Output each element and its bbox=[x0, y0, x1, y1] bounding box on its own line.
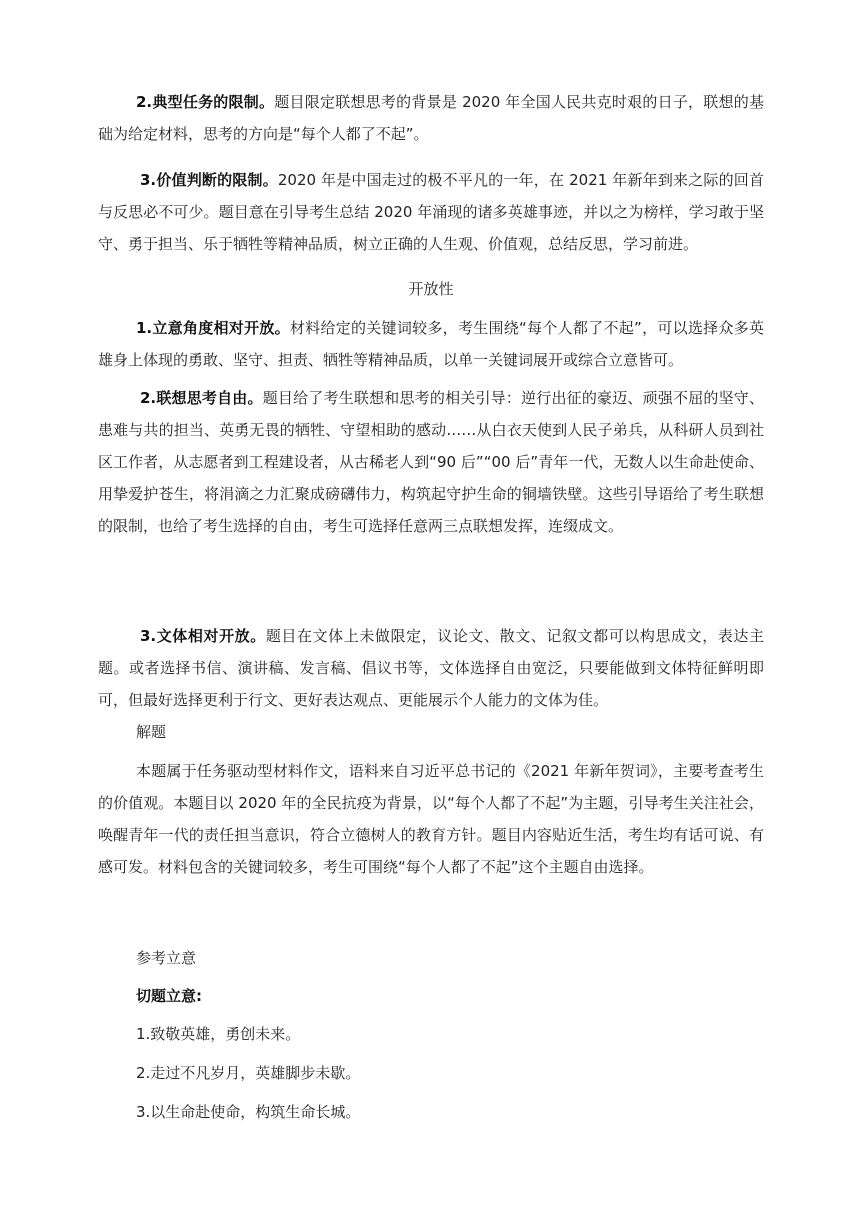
section-heading-openness: 开放性 bbox=[408, 280, 454, 298]
paragraph-theme-angle-open bbox=[98, 312, 764, 376]
paragraph-lead: 3.价值判断的限制。 bbox=[140, 171, 278, 189]
section-label-reference-themes: 参考立意 bbox=[136, 949, 197, 967]
paragraph-text: 2020 年是中国走过的极不平凡的一年，在 2021 年新年到来之际的回首与反思必不可少。题目意在引导考生总结 2020 年涌现的诸多英雄事迹，并以之为榜样，学习敢于坚守、勇于担当、乐于牺牲等精神品质，树立正确的人生观、价值观，总结反思，学习前进。 bbox=[98, 171, 764, 253]
paragraph-text: 材料给定的关键词较多，考生围绕“每个人都了不起”，可以选择众多英雄身上体现的勇敢、坚守、担责、牺牲等精神品质，以单一关键词展开或综合立意皆可。 bbox=[98, 319, 765, 369]
section-label-problem-analysis: 解题 bbox=[136, 723, 167, 741]
paragraph-text: 题目限定联想思考的背景是 2020 年全国人民共克时艰的日子，联想的基础为给定材料，思考的方向是“每个人都了不起”。 bbox=[98, 93, 764, 143]
paragraph-lead: 1.立意角度相对开放。 bbox=[136, 319, 290, 337]
paragraph-typical-task-limit bbox=[98, 86, 764, 150]
paragraph-lead: 2.联想思考自由。 bbox=[140, 389, 263, 407]
paragraph-analysis: 本题属于任务驱动型材料作文，语料来自习近平总书记的《2021 年新年贺词》，主要考查考生的价值观。本题目以 2020 年的全民抗疫为背景，以“每个人都了不起”为主题，引导考生关注社会，唤醒青年一代的责任担当意识，符合立德树人的教育方针。题目内容贴近生活，考生均有话可说、有感可发。材料包含的关键词较多，考生可围绕“每个人都了不起”这个主题自由选择。 bbox=[98, 762, 764, 876]
paragraph-lead: 2.典型任务的限制。 bbox=[136, 93, 275, 111]
paragraph-text: 题目给了考生联想和思考的相关引导：逆行出征的豪迈、顽强不屈的坚守、患难与共的担当、英勇无畏的牺牲、守望相助的感动……从白衣天使到人民子弟兵，从科研人员到社区工作者，从志愿者到工程建设者，从古稀老人到“90 后”“00 后”青年一代，无数人以生命赴使命、用挚爱护苍生，将涓滴之力汇聚成磅礴伟力，构筑起守护生命的铜墙铁壁。这些引导语给了考生联想的限制，也给了考生选择的自由，考生可选择任意两三点联想发挥，连缀成文。 bbox=[98, 389, 764, 535]
paragraph-value-judgment-limit bbox=[98, 164, 764, 260]
paragraph-lead: 3.文体相对开放。 bbox=[140, 627, 266, 645]
paragraph-genre-open bbox=[98, 620, 764, 716]
theme-item-2: 2.走过不凡岁月，英雄脚步未歇。 bbox=[136, 1064, 361, 1082]
subheading-on-topic-themes: 切题立意: bbox=[136, 987, 202, 1005]
paragraph-text: 题目在文体上未做限定，议论文、散文、记叙文都可以构思成文，表达主题。或者选择书信、演讲稿、发言稿、倡议书等，文体选择自由宽泛，只要能做到文体特征鲜明即可，但最好选择更利于行文、更好表达观点、更能展示个人能力的文体为佳。 bbox=[98, 627, 764, 709]
paragraph-free-association bbox=[98, 382, 764, 542]
theme-item-3: 3.以生命赴使命，构筑生命长城。 bbox=[136, 1103, 361, 1121]
theme-item-1: 1.致敬英雄，勇创未来。 bbox=[136, 1025, 301, 1043]
